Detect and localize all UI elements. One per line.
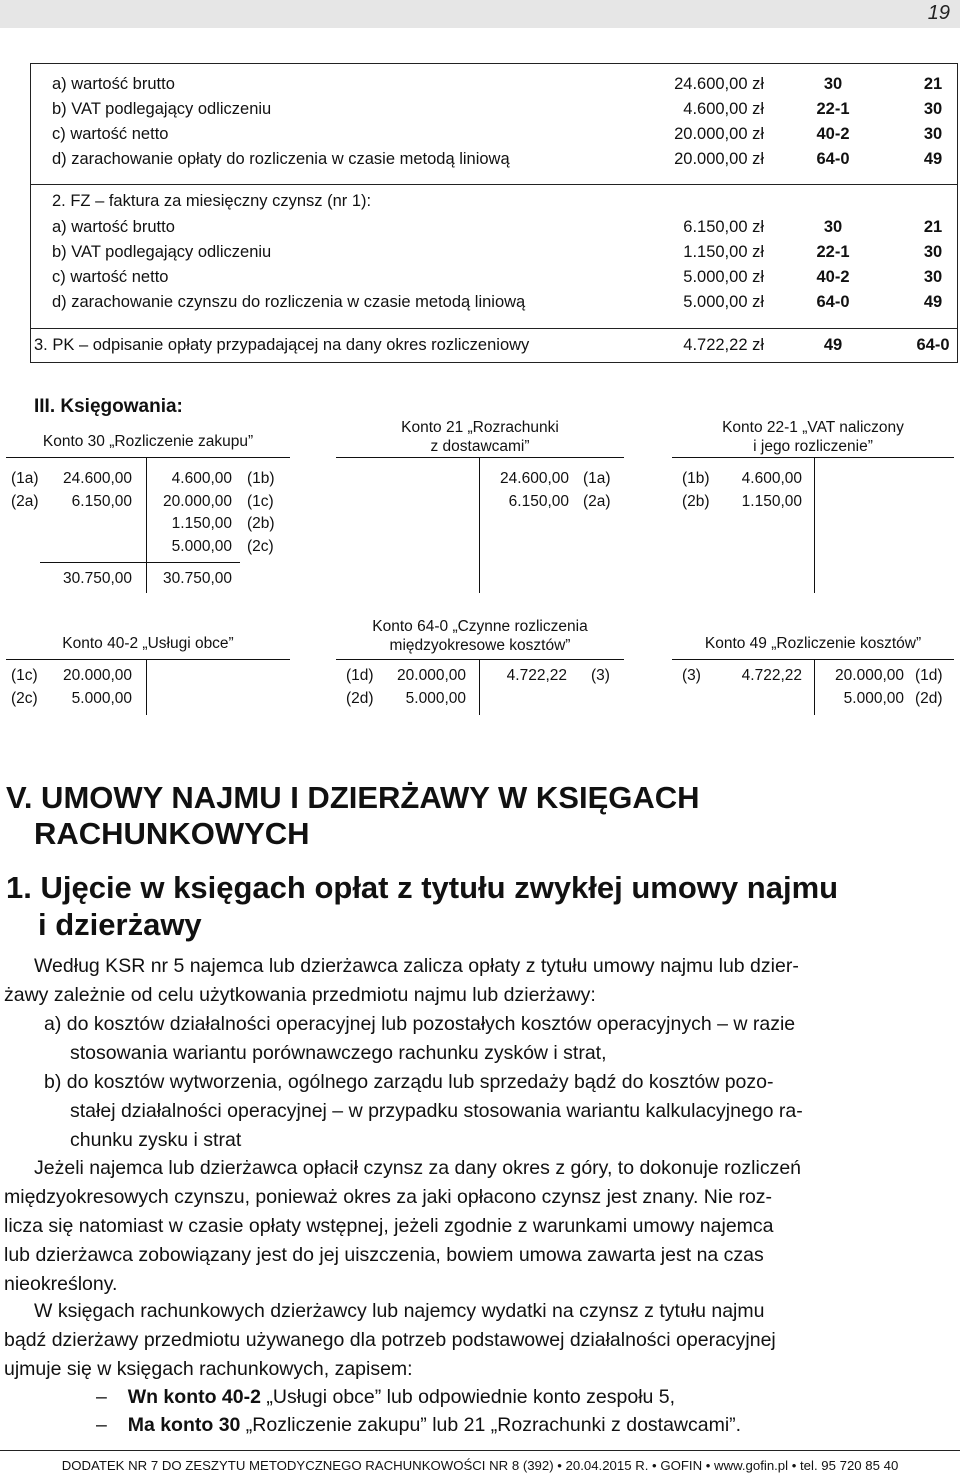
entry-amount: 4.722,22 xyxy=(741,667,802,684)
entry-amount: 24.600,00 xyxy=(63,470,132,487)
entry-ref: (2c) xyxy=(11,690,38,707)
account-21-title-line2: z dostawcami” xyxy=(430,438,530,455)
row-credit-account: 30 xyxy=(923,268,943,286)
entry-amount: 5.000,00 xyxy=(843,690,904,707)
entry-amount: 24.600,00 xyxy=(500,470,569,487)
section-heading: III. Księgowania: xyxy=(34,396,183,417)
paragraph-line: licza się natomiast w czasie opłaty wstępnej, jeżeli zgodnie z warunkami umowy najemca xyxy=(4,1215,774,1237)
account-21-title-line1: Konto 21 „Rozrachunki xyxy=(401,419,559,436)
table-row xyxy=(30,192,958,216)
row-amount: 20.000,00 zł xyxy=(674,125,764,143)
account-21-title xyxy=(336,418,624,456)
entry-amount: 20.000,00 xyxy=(163,493,232,510)
row-credit-account: 64-0 xyxy=(916,336,950,354)
chapter-heading-line2: RACHUNKOWYCH xyxy=(34,816,310,851)
account-21-hline xyxy=(336,457,624,458)
paragraph-line: międzyokresowych czynszu, ponieważ okres za jaki opłacono czynsz jest znany. Nie roz- xyxy=(4,1186,773,1208)
row-credit-account: 30 xyxy=(923,100,943,118)
row-debit-account: 22-1 xyxy=(816,100,850,118)
entry-ref: (2a) xyxy=(11,493,39,510)
row-amount: 6.150,00 zł xyxy=(683,218,764,236)
list-item-b-line: b) do kosztów wytworzenia, ogólnego zarządu lub sprzedaży bądź do kosztów pozo- xyxy=(44,1071,774,1093)
account-40-2-title: Konto 40-2 „Usługi obce” xyxy=(62,635,234,652)
entry-amount: 5.000,00 xyxy=(71,690,132,707)
account-30-sum-line xyxy=(40,562,240,563)
posting-ma-account: Ma konto 30 xyxy=(127,1414,241,1436)
list-item-b-line: stałej działalności operacyjnej – w przypadku stosowania wariantu kalkulacyjnego ra- xyxy=(70,1100,803,1122)
entry-ref: (2d) xyxy=(915,690,943,707)
table-row xyxy=(30,243,958,267)
row-credit-account: 49 xyxy=(923,293,943,311)
row-description: 2. FZ – faktura za miesięczny czynsz (nr 1): xyxy=(52,192,372,210)
account-22-1-title-line2: i jego rozliczenie” xyxy=(753,438,873,455)
row-description: c) wartość netto xyxy=(52,125,169,143)
entry-ref: (2d) xyxy=(346,690,374,707)
chapter-heading-line1: V. UMOWY NAJMU I DZIERŻAWY W KSIĘGACH xyxy=(6,780,700,815)
table-row xyxy=(30,336,958,360)
row-debit-account: 30 xyxy=(823,75,843,93)
row-amount: 4.722,22 zł xyxy=(683,336,764,354)
subsection-heading-line2: i dzierżawy xyxy=(38,907,202,942)
row-description: b) VAT podlegający odliczeniu xyxy=(52,100,272,118)
dash-bullet: – xyxy=(96,1386,107,1408)
table-row xyxy=(30,293,958,317)
row-debit-account: 40-2 xyxy=(816,268,850,286)
entry-amount: 4.722,22 xyxy=(506,667,567,684)
entry-ref: (3) xyxy=(591,667,610,684)
entry-ref: (2b) xyxy=(682,493,710,510)
entry-amount: 5.000,00 xyxy=(405,690,466,707)
entry-amount: 4.600,00 xyxy=(741,470,802,487)
row-amount: 5.000,00 zł xyxy=(683,268,764,286)
row-amount: 4.600,00 zł xyxy=(683,100,764,118)
account-64-0-hline xyxy=(336,659,624,660)
entry-ref: (2c) xyxy=(247,538,274,555)
row-description: b) VAT podlegający odliczeniu xyxy=(52,243,272,261)
table-row xyxy=(30,75,958,99)
entry-ref: (1b) xyxy=(682,470,710,487)
account-30-total-debit: 30.750,00 xyxy=(63,570,132,587)
table-row xyxy=(30,125,958,149)
posting-ma xyxy=(96,1414,741,1437)
row-description: a) wartość brutto xyxy=(52,218,175,236)
entry-amount: 6.150,00 xyxy=(508,493,569,510)
row-debit-account: 64-0 xyxy=(816,150,850,168)
row-description: d) zarachowanie opłaty do rozliczenia w czasie metodą liniową xyxy=(52,150,510,168)
row-credit-account: 49 xyxy=(923,150,943,168)
account-64-0-title-line1: Konto 64-0 „Czynne rozliczenia xyxy=(372,618,588,635)
entry-ref: (1c) xyxy=(247,493,274,510)
paragraph-line: bądź dzierżawy przedmiotu używanego dla potrzeb podstawowej działalności operacyjnej xyxy=(4,1329,776,1351)
entry-amount: 5.000,00 xyxy=(171,538,232,555)
row-amount: 1.150,00 zł xyxy=(683,243,764,261)
posting-wn xyxy=(96,1386,675,1409)
row-debit-account: 49 xyxy=(823,336,843,354)
table-divider xyxy=(30,328,958,329)
paragraph-line: W księgach rachunkowych dzierżawcy lub najemcy wydatki na czynsz z tytułu najmu xyxy=(34,1300,765,1322)
entry-ref: (1a) xyxy=(583,470,611,487)
entry-amount: 20.000,00 xyxy=(835,667,904,684)
row-description: 3. PK – odpisanie opłaty przypadającej na dany okres rozliczeniowy xyxy=(34,336,530,354)
row-debit-account: 30 xyxy=(823,218,843,236)
row-credit-account: 21 xyxy=(923,218,943,236)
account-49-hline xyxy=(672,659,954,660)
table-divider xyxy=(30,184,958,185)
row-amount: 20.000,00 zł xyxy=(674,150,764,168)
entry-ref: (2a) xyxy=(583,493,611,510)
subsection-heading-line1: 1. Ujęcie w księgach opłat z tytułu zwykłej umowy najmu xyxy=(6,870,839,905)
table-row xyxy=(30,218,958,242)
entry-amount: 20.000,00 xyxy=(63,667,132,684)
list-item-a-line: a) do kosztów działalności operacyjnej lub pozostałych kosztów operacyjnych – w razie xyxy=(44,1013,796,1035)
account-64-0-title xyxy=(336,617,624,655)
entry-ref: (2b) xyxy=(247,515,275,532)
page-footer: DODATEK NR 7 DO ZESZYTU METODYCZNEGO RACHUNKOWOŚCI NR 8 (392) • 20.04.2015 R. • GOFIN • www.gofin.pl • tel. 95 720 85 40 xyxy=(61,1458,899,1473)
account-22-1-vline xyxy=(814,457,815,593)
row-debit-account: 40-2 xyxy=(816,125,850,143)
row-credit-account: 30 xyxy=(923,243,943,261)
account-22-1-hline xyxy=(672,457,954,458)
table-row xyxy=(30,268,958,292)
entry-amount: 1.150,00 xyxy=(741,493,802,510)
posting-wn-rest: „Usługi obce” lub odpowiednie konto zespołu 5, xyxy=(260,1386,676,1408)
account-30-total-credit: 30.750,00 xyxy=(163,570,232,587)
entry-ref: (1c) xyxy=(11,667,38,684)
paragraph-line: nieokreślony. xyxy=(4,1273,118,1295)
row-amount: 5.000,00 zł xyxy=(683,293,764,311)
account-30-title: Konto 30 „Rozliczenie zakupu” xyxy=(42,433,254,450)
entry-amount: 1.150,00 xyxy=(171,515,232,532)
entry-ref: (1d) xyxy=(346,667,374,684)
table-row xyxy=(30,100,958,124)
row-description: a) wartość brutto xyxy=(52,75,175,93)
row-amount: 24.600,00 zł xyxy=(674,75,764,93)
posting-ma-rest: „Rozliczenie zakupu” lub 21 „Rozrachunki z dostawcami”. xyxy=(240,1414,742,1436)
row-debit-account: 64-0 xyxy=(816,293,850,311)
paragraph-line: ujmuje się w księgach rachunkowych, zapisem: xyxy=(4,1358,413,1380)
account-40-2-hline xyxy=(6,659,290,660)
posting-wn-account: Wn konto 40-2 xyxy=(127,1386,261,1408)
row-debit-account: 22-1 xyxy=(816,243,850,261)
entry-ref: (1d) xyxy=(915,667,943,684)
row-credit-account: 30 xyxy=(923,125,943,143)
row-description: d) zarachowanie czynszu do rozliczenia w czasie metodą liniową xyxy=(52,293,526,311)
page-number-bar xyxy=(0,0,960,28)
entry-amount: 4.600,00 xyxy=(171,470,232,487)
account-40-2-vline xyxy=(146,659,147,715)
entry-ref: (1b) xyxy=(247,470,275,487)
paragraph-line: Według KSR nr 5 najemca lub dzierżawca zalicza opłaty z tytułu umowy najmu lub dzier- xyxy=(34,955,799,977)
row-description: c) wartość netto xyxy=(52,268,169,286)
entry-ref: (1a) xyxy=(11,470,39,487)
dash-bullet: – xyxy=(96,1414,107,1436)
footer-rule xyxy=(0,1450,960,1451)
account-22-1-title xyxy=(672,418,954,456)
entry-amount: 20.000,00 xyxy=(397,667,466,684)
list-item-a-line: stosowania wariantu porównawczego rachunku zysków i strat, xyxy=(70,1042,607,1064)
entry-amount: 6.150,00 xyxy=(71,493,132,510)
row-credit-account: 21 xyxy=(923,75,943,93)
paragraph-line: żawy zależnie od celu użytkowania przedmiotu najmu lub dzierżawy: xyxy=(4,984,596,1006)
list-item-b-line: chunku zysku i strat xyxy=(70,1129,242,1151)
paragraph-line: Jeżeli najemca lub dzierżawca opłacił czynsz za dany okres z góry, to dokonuje rozliczeń xyxy=(34,1157,802,1179)
account-64-0-title-line2: międzyokresowe kosztów” xyxy=(389,637,571,654)
table-row xyxy=(30,150,958,174)
entry-ref: (3) xyxy=(682,667,701,684)
account-30-hline xyxy=(6,457,290,458)
paragraph-line: lub dzierżawca zobowiązany jest do jej uiszczenia, bowiem umowa zawarta jest na czas xyxy=(4,1244,764,1266)
account-22-1-title-line1: Konto 22-1 „VAT naliczony xyxy=(722,419,904,436)
page-number: 19 xyxy=(927,2,950,24)
account-49-title: Konto 49 „Rozliczenie kosztów” xyxy=(704,635,922,652)
